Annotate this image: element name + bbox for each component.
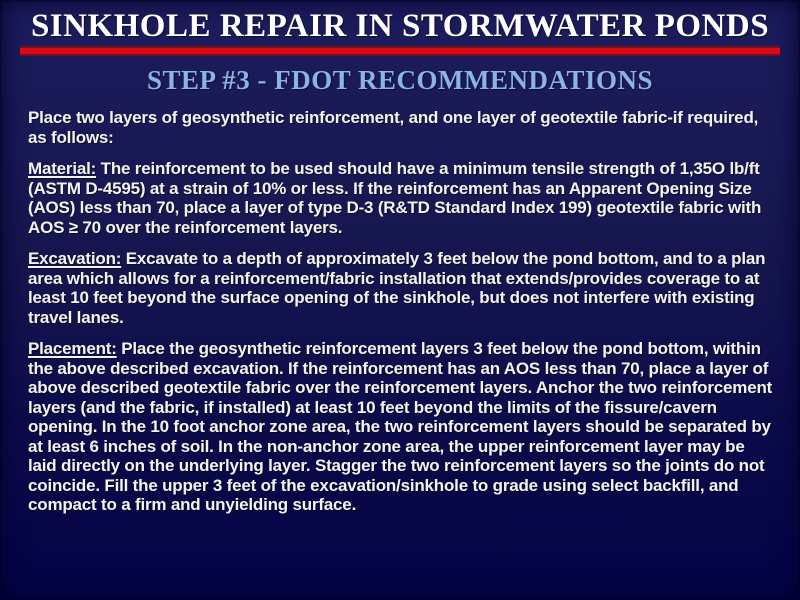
slide-subtitle: STEP #3 - FDOT RECOMMENDATIONS bbox=[146, 65, 654, 95]
slide-body bbox=[0, 96, 800, 515]
slide-title: SINKHOLE REPAIR IN STORMWATER PONDS bbox=[30, 8, 770, 44]
placement-paragraph bbox=[28, 339, 775, 515]
intro-paragraph: Place two layers of geosynthetic reinforcement, and one layer of geotextile fabric-if required, as follows: bbox=[28, 108, 759, 147]
material-text: The reinforcement to be used should have a minimum tensile strength of 1,35O lb/ft (ASTM D-4595) at a strain of 10% or less. If the reinforcement has an Apparent Opening Size (AOS) less than 70, place a layer of type D-3 (R&TD Standard Index 199) geotextile fabric with AOS ≥ 70 over the reinforcement layers. bbox=[28, 159, 762, 237]
placement-label: Placement: bbox=[28, 339, 117, 358]
excavation-paragraph bbox=[28, 249, 775, 327]
placement-text: Place the geosynthetic reinforcement layers 3 feet below the pond bottom, within the above described excavation. If the reinforcement has an AOS less than 70, place a layer of above described geotextile fabric over the reinforcement layers. Anchor the two reinforcement layers (and the fabric, if installed) at least 10 feet beyond the limits of the fissure/cavern opening. In the 10 foot anchor zone area, the two reinforcement layers should be separated by at least 6 inches of soil. In the non-anchor zone area, the upper reinforcement layer may be laid directly on the underlying layer. Stagger the two reinforcement layers so the joints do not coincide. Fill the upper 3 feet of the excavation/sinkhole to grade using select backfill, and compact to a firm and unyielding surface. bbox=[28, 339, 773, 514]
title-divider-rule bbox=[20, 46, 780, 56]
excavation-label: Excavation: bbox=[28, 249, 122, 268]
excavation-text: Excavate to a depth of approximately 3 feet below the pond bottom, and to a plan area which allows for a reinforcement/fabric installation that extends/provides coverage to at least 10 feet beyond the surface opening of the sinkhole, but does not interfere with existing travel lanes. bbox=[28, 249, 766, 327]
material-label: Material: bbox=[28, 159, 97, 178]
material-paragraph bbox=[28, 159, 775, 237]
